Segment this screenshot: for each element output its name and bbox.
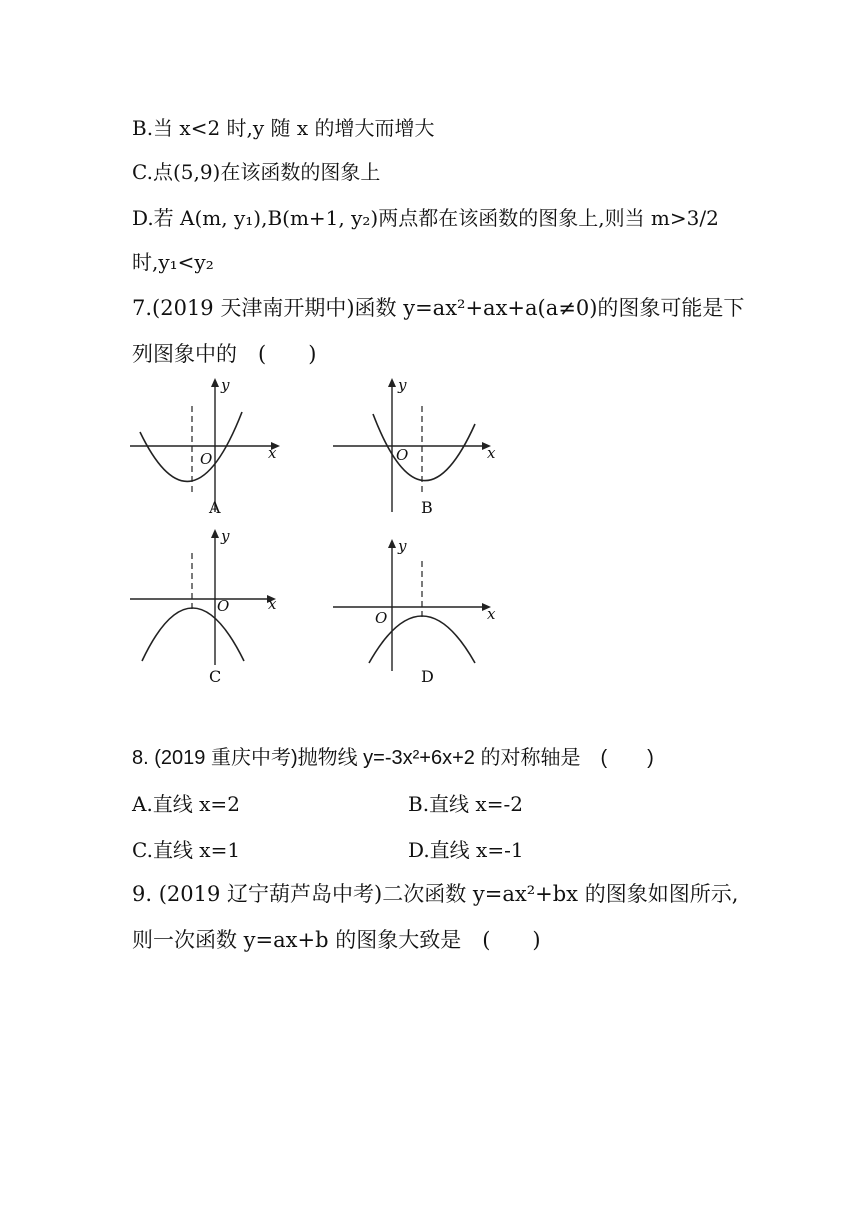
question-9-line1: 9. (2019 辽宁葫芦岛中考)二次函数 y=ax²+bx 的图象如图所示, <box>132 882 739 906</box>
graph-b-origin: O <box>396 446 409 464</box>
graph-c-y-label: y <box>221 527 230 545</box>
q8-option-a: A.直线 x=2 <box>132 792 240 816</box>
graph-b <box>325 372 505 526</box>
q8-option-b: B.直线 x=-2 <box>408 792 523 816</box>
graph-c-x-label: x <box>268 595 277 613</box>
option-b: B.当 x<2 时,y 随 x 的增大而增大 <box>132 116 435 140</box>
graph-a <box>120 372 300 526</box>
graph-b-y-label: y <box>398 376 407 394</box>
q8-option-d: D.直线 x=-1 <box>408 838 524 862</box>
graph-c-origin: O <box>217 597 230 615</box>
question-7-line2: 列图象中的 ( ) <box>132 342 317 366</box>
graph-d-label: D <box>421 667 434 686</box>
graph-d-y-label: y <box>398 537 407 555</box>
graph-c-label: C <box>209 667 222 686</box>
graph-a-label: A <box>209 498 221 517</box>
graph-d-origin: O <box>375 609 388 627</box>
graph-d-x-label: x <box>487 605 496 623</box>
question-8: 8. (2019 重庆中考)抛物线 y=-3x²+6x+2 的对称轴是 ( ) <box>132 747 654 769</box>
graph-a-origin: O <box>200 450 213 468</box>
question-9-line2: 则一次函数 y=ax+b 的图象大致是 ( ) <box>132 928 541 952</box>
graph-c <box>120 525 300 689</box>
option-d-line1: D.若 A(m, y₁),B(m+1, y₂)两点都在该函数的图象上,则当 m>3/2 <box>132 206 719 230</box>
option-d-line2: 时,y₁<y₂ <box>132 250 214 274</box>
question-7-line1: 7.(2019 天津南开期中)函数 y=ax²+ax+a(a≠0)的图象可能是下 <box>132 296 745 320</box>
graph-d <box>325 535 505 689</box>
option-c: C.点(5,9)在该函数的图象上 <box>132 160 381 184</box>
graph-a-y-label: y <box>221 376 230 394</box>
graph-b-label: B <box>421 498 433 517</box>
q8-option-c: C.直线 x=1 <box>132 838 241 862</box>
graph-b-x-label: x <box>487 444 496 462</box>
graph-a-x-label: x <box>268 444 277 462</box>
